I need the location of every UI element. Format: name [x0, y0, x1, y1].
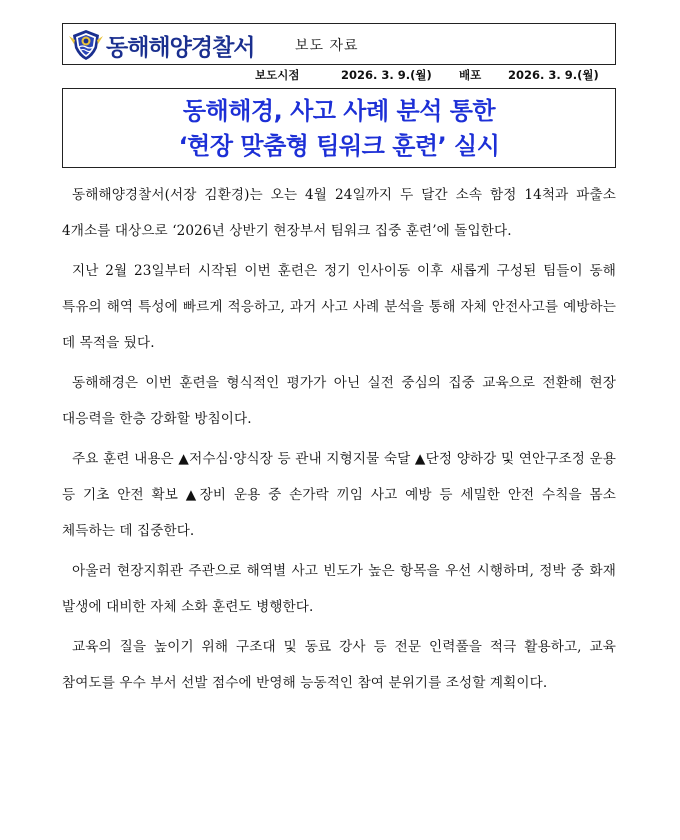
header-box [62, 23, 616, 65]
report-time-value: 2026. 3. 9.(월) [341, 68, 432, 82]
coast-guard-emblem-icon [69, 28, 103, 62]
body-paragraph-2: 지난 2월 23일부터 시작된 이번 훈련은 정기 인사이동 이후 새롭게 구성된 팀들이 동해 특유의 해역 특성에 빠르게 적응하고, 과거 사고 사례 분석을 통해 자체 안전사고를 예방하는 데 목적을 뒀다. [62, 263, 616, 351]
body-paragraph-1: 동해해양경찰서(서장 김환경)는 오는 4월 24일까지 두 달간 소속 함정 14척과 파출소 4개소를 대상으로 ‘2026년 상반기 현장부서 팀워크 집중 훈련’에 돌입한다. [62, 187, 616, 239]
body-paragraph-5: 아울러 현장지휘관 주관으로 해역별 사고 빈도가 높은 항목을 우선 시행하며, 정박 중 화재 발생에 대비한 자체 소화 훈련도 병행한다. [62, 563, 616, 615]
org-name: 동해해양경찰서 [106, 34, 255, 61]
distribution-value: 2026. 3. 9.(월) [508, 68, 599, 82]
release-meta [62, 67, 616, 84]
headline-line-2: ‘현장 맞춤형 팀워크 훈련’ 실시 [178, 132, 500, 160]
body-paragraph-3: 동해해경은 이번 훈련을 형식적인 평가가 아닌 실전 중심의 집중 교육으로 전환해 현장 대응력을 한층 강화할 방침이다. [62, 375, 616, 427]
body-paragraph-6: 교육의 질을 높이기 위해 구조대 및 동료 강사 등 전문 인력풀을 적극 활용하고, 교육 참여도를 우수 부서 선발 점수에 반영해 능동적인 참여 분위기를 조성할 계획이다. [62, 639, 616, 691]
headline-line-1: 동해해경, 사고 사례 분석 통한 [182, 97, 496, 125]
article-body [62, 177, 616, 705]
logo [69, 27, 255, 63]
report-time-label: 보도시점 [255, 68, 300, 82]
doc-type-label: 보도 자료 [295, 38, 359, 54]
body-paragraph-4: 주요 훈련 내용은 ▲저수심·양식장 등 관내 지형지물 숙달 ▲단정 양하강 및 연안구조정 운용 등 기초 안전 확보 ▲장비 운용 중 손가락 끼임 사고 예방 등 세밀한 안전 수칙을 몸소 체득하는 데 집중한다. [62, 451, 616, 539]
headline-box [62, 88, 616, 168]
distribution-label: 배포 [459, 68, 482, 82]
